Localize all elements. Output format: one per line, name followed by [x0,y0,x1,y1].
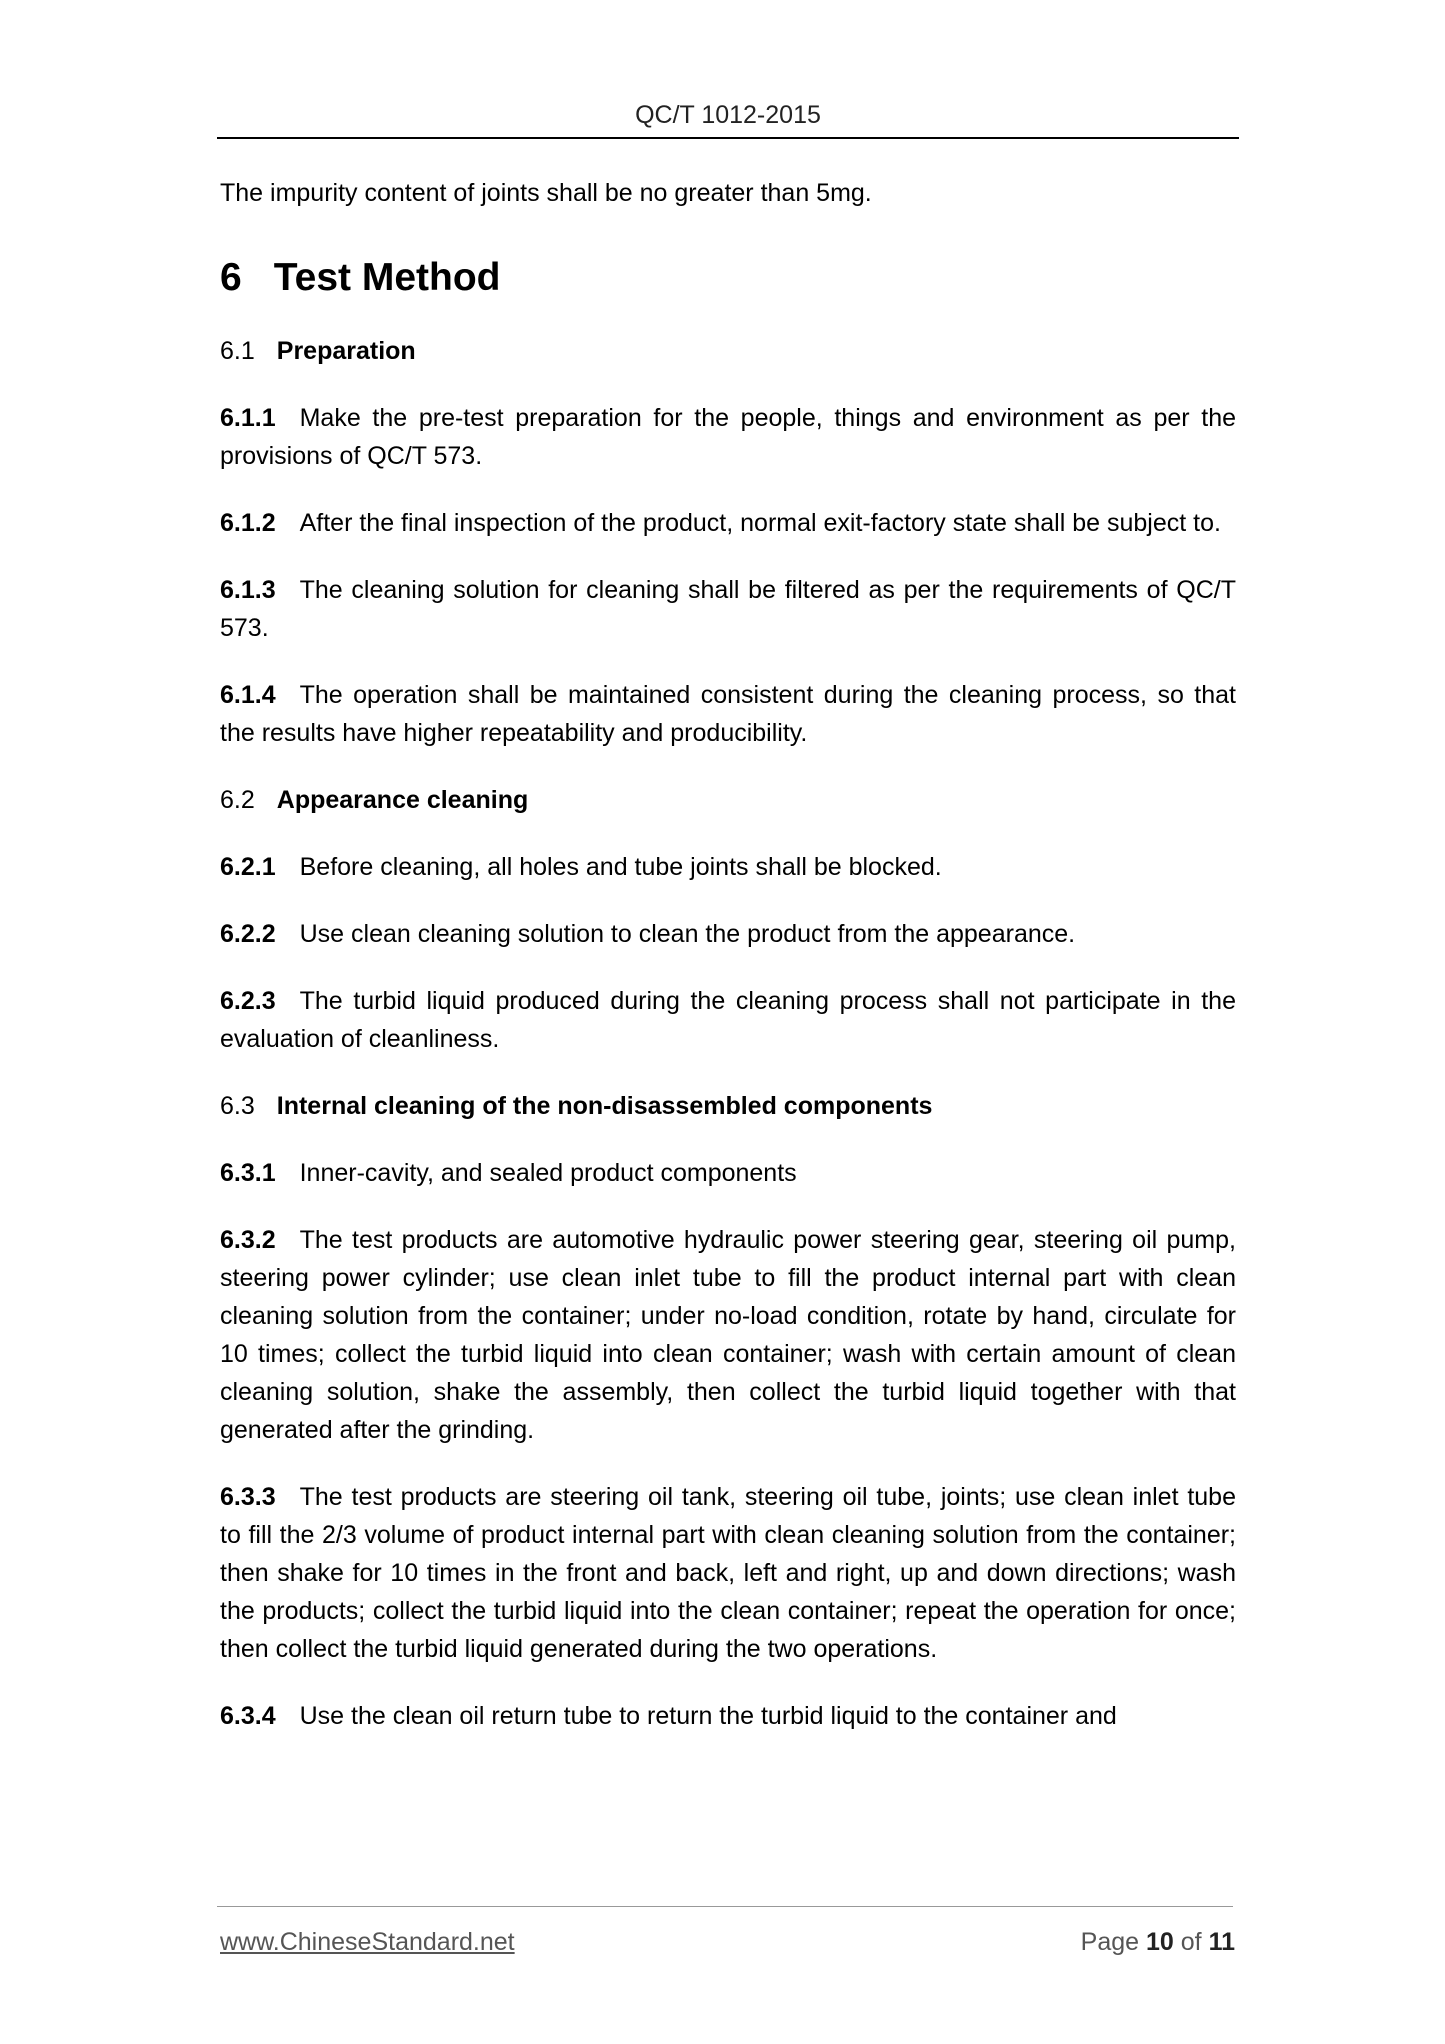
subsection-title: Appearance cleaning [276,786,529,814]
clause-number: 6.1.2 [220,509,276,537]
subsection-heading-6-2 [220,781,1236,819]
clause-text: The test products are automotive hydraulic power steering gear, steering oil pump, steering power cylinder; use clean inlet tube to fill the product internal part with clean cleaning solution from the container; under no-load condition, rotate by hand, circulate for 10 times; collect the turbid liquid into clean container; wash with certain amount of clean cleaning solution, shake the assembly, then collect the turbid liquid together with that generated after the grinding. [220,1226,1236,1444]
clause-6-2-3 [220,982,1236,1058]
clause-number: 6.1.3 [220,576,276,604]
clause-number: 6.3.1 [220,1159,276,1187]
clause-6-1-3 [220,571,1236,647]
footer-divider [217,1906,1233,1907]
clause-6-2-1 [220,848,1236,886]
subsection-number: 6.1 [220,337,255,365]
clause-text: The operation shall be maintained consistent during the cleaning process, so that the results have higher repeatability and producibility. [220,681,1236,747]
clause-number: 6.3.3 [220,1483,276,1511]
clause-number: 6.2.3 [220,987,276,1015]
running-header: QC/T 1012-2015 [635,101,821,129]
clause-6-3-4 [220,1697,1236,1735]
page-of: of [1180,1928,1202,1956]
section-number: 6 [220,256,242,299]
clause-number: 6.1.1 [220,404,276,432]
clause-6-1-4 [220,676,1236,752]
clause-text: The turbid liquid produced during the cleaning process shall not participate in the evaluation of cleanliness. [220,987,1236,1053]
subsection-heading-6-1 [220,332,1236,370]
subsection-number: 6.3 [220,1092,255,1120]
subsection-title: Internal cleaning of the non-disassembled components [276,1092,933,1120]
website-link[interactable]: www.ChineseStandard.net [220,1928,515,1956]
clause-6-1-1 [220,399,1236,475]
clause-text: After the final inspection of the product, normal exit-factory state shall be subject to. [299,509,1221,537]
header-divider [217,137,1239,139]
document-body [220,174,1236,1764]
clause-text: Before cleaning, all holes and tube joints shall be blocked. [299,853,942,881]
clause-number: 6.3.2 [220,1226,276,1254]
clause-text: The test products are steering oil tank, steering oil tube, joints; use clean inlet tube to fill the 2/3 volume of product internal part with clean cleaning solution from the container; then shake for 10 times in the front and back, left and right, up and down directions; wash the products; collect the turbid liquid into the clean container; repeat the operation for once; then collect the turbid liquid generated during the two operations. [220,1483,1236,1663]
clause-6-3-2 [220,1221,1236,1449]
page-prefix: Page [1080,1928,1140,1956]
clause-number: 6.3.4 [220,1702,276,1730]
subsection-title: Preparation [276,337,416,365]
clause-text: The cleaning solution for cleaning shall be filtered as per the requirements of QC/T 573. [220,576,1236,642]
clause-number: 6.1.4 [220,681,276,709]
clause-number: 6.2.2 [220,920,276,948]
clause-text: Use clean cleaning solution to clean the product from the appearance. [299,920,1076,948]
page-current: 10 [1145,1928,1174,1956]
clause-text: Use the clean oil return tube to return the turbid liquid to the container and [299,1702,1117,1730]
page-indicator [1081,1928,1235,1957]
subsection-number: 6.2 [220,786,255,814]
clause-text: Make the pre-test preparation for the people, things and environment as per the provisions of QC/T 573. [220,404,1236,470]
section-heading [220,254,1236,302]
clause-6-2-2 [220,915,1236,953]
page-total: 11 [1208,1928,1235,1956]
clause-6-3-3 [220,1478,1236,1668]
section-title: Test Method [273,256,501,299]
subsection-heading-6-3 [220,1087,1236,1125]
clause-text: Inner-cavity, and sealed product components [299,1159,797,1187]
intro-paragraph: The impurity content of joints shall be no greater than 5mg. [220,179,872,207]
clause-6-1-2 [220,504,1236,542]
clause-number: 6.2.1 [220,853,276,881]
clause-6-3-1 [220,1154,1236,1192]
